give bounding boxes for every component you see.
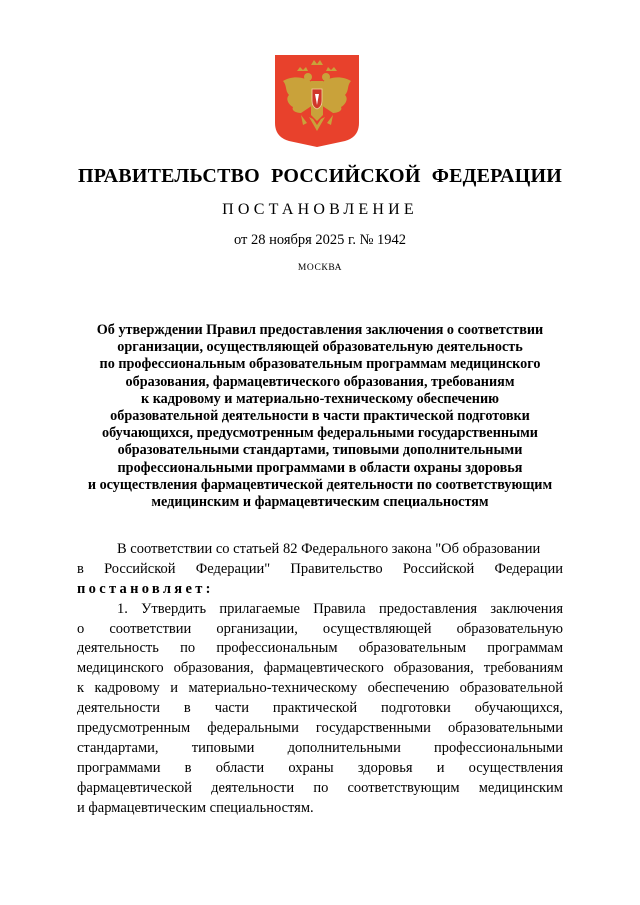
item-line: и фармацевтическим специальностям. bbox=[77, 799, 314, 816]
subject-line: и осуществления фармацевтической деятельности по соответствующим bbox=[87, 476, 553, 493]
coat-of-arms-icon bbox=[275, 55, 359, 147]
subject-line: организации, осуществляющей образовательную деятельность bbox=[117, 339, 523, 356]
document-subject bbox=[70, 322, 570, 511]
item-line: 1. Утвердить прилагаемые Правила предоставления заключения bbox=[117, 600, 563, 617]
preamble-line: В соответствии со статьей 82 Федерального закона "Об образовании bbox=[117, 541, 541, 557]
decree-word: постановляет: bbox=[77, 580, 214, 597]
item-line: к кадровому и материально-техническому обеспечению образовательной bbox=[77, 680, 563, 697]
subject-line: обучающихся, предусмотренным федеральными государственными bbox=[102, 425, 538, 442]
item-line: деятельности в части практической подготовки обучающихся, bbox=[77, 700, 563, 717]
item-line: медицинского образования, фармацевтического образования, требованиям bbox=[77, 660, 563, 677]
document-date-number: от 28 ноября 2025 г. № 1942 bbox=[233, 232, 407, 248]
item-line: программами в области охраны здоровья и осуществления bbox=[77, 759, 563, 776]
preamble-line: в Российской Федерации" Правительство Российской Федерации bbox=[77, 560, 563, 577]
subject-line: профессиональными программами в области охраны здоровья bbox=[117, 459, 523, 476]
subject-line: образовательной деятельности в части практической подготовки bbox=[110, 408, 530, 425]
preamble-paragraph bbox=[77, 540, 563, 600]
subject-line: к кадровому и материально-техническому обеспечению bbox=[141, 390, 499, 407]
document-type: ПОСТАНОВЛЕНИЕ bbox=[222, 201, 418, 218]
item-line: предусмотренным федеральными государственными образовательными bbox=[77, 720, 563, 737]
subject-line: по профессиональным образовательным программам медицинского bbox=[99, 356, 541, 373]
subject-line: медицинским и фармацевтическим специальностям bbox=[151, 494, 489, 511]
item-1-paragraph bbox=[77, 600, 563, 819]
item-line: фармацевтической деятельности по соответствующим медицинским bbox=[77, 779, 563, 796]
subject-line: Об утверждении Правил предоставления заключения о соответствии bbox=[96, 322, 544, 338]
item-line: стандартами, типовыми дополнительными профессиональными bbox=[77, 739, 563, 756]
subject-line: образования, фармацевтического образования, требованиям bbox=[125, 373, 515, 390]
document-city: МОСКВА bbox=[297, 263, 343, 273]
item-line: деятельность по профессиональным образовательным программам bbox=[77, 640, 563, 657]
government-title: ПРАВИТЕЛЬСТВО РОССИЙСКОЙ ФЕДЕРАЦИИ bbox=[78, 165, 562, 187]
subject-line: образовательными стандартами, типовыми дополнительными bbox=[117, 442, 523, 459]
item-line: о соответствии организации, осуществляющей образовательную bbox=[77, 620, 563, 637]
